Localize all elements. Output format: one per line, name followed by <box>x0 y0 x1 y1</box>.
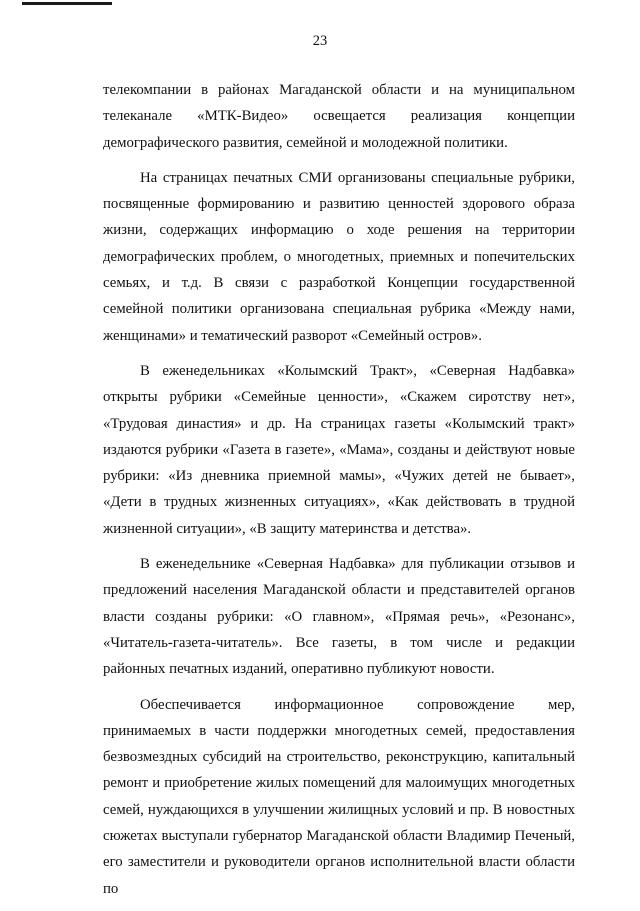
top-scan-mark <box>22 2 112 5</box>
paragraph-severnaya-nadbavka: В еженедельнике «Северная Надбавка» для публикации отзывов и предложений населения Магаданской области и представителей органов власти созданы рубрики: «О главном», «Прямая речь», «Резонанс», «Читатель-газета-читатель». Все газеты, в том числе и редакции районных печатных изданий, оперативно публикуют новости. <box>103 556 575 678</box>
paragraph-continued: телекомпании в районах Магаданской области и на муниципальном телеканале «МТК-Видео» освещается реализация концепции демографического развития, семейной и молодежной политики. <box>103 82 575 151</box>
page-number: 23 <box>312 33 328 49</box>
paragraph-print-media-rubrics: На страницах печатных СМИ организованы специальные рубрики, посвященные формированию и развитию ценностей здорового образа жизни, содержащих информацию о ходе решения на территории демографических проблем, о многодетных, приемных и попечительских семьях, и т.д. В связи с разработкой Концепции государственной семейной политики организована специальная рубрика «Между нами, женщинами» и тематический разворот «Семейный остров». <box>103 169 575 344</box>
body-text <box>103 77 575 911</box>
paragraph-information-support: Обеспечивается информационное сопровождение мер, принимаемых в части поддержки многодетных семей, предоставления безвозмездных субсидий на строительство, реконструкцию, капитальный ремонт и приобретение жилых помещений для малоимущих многодетных семей, нуждающихся в улучшении жилищных условий и пр. В новостных сюжетах выступали губернатор Магаданской области Владимир Печеный, его заместители и руководители органов исполнительной власти области по <box>103 696 575 897</box>
paragraph-weekly-newspapers: В еженедельниках «Колымский Тракт», «Северная Надбавка» открыты рубрики «Семейные ценности», «Скажем сиротству нет», «Трудовая династия» и др. На страницах газеты «Колымский тракт» издаются рубрики «Газета в газете», «Мама», созданы и действуют новые рубрики: «Из дневника приемной мамы», «Чужих детей не бывает», «Дети в трудных жизненных ситуациях», «Как действовать в трудной жизненной ситуации», «В защиту материнства и детства». <box>103 362 575 537</box>
